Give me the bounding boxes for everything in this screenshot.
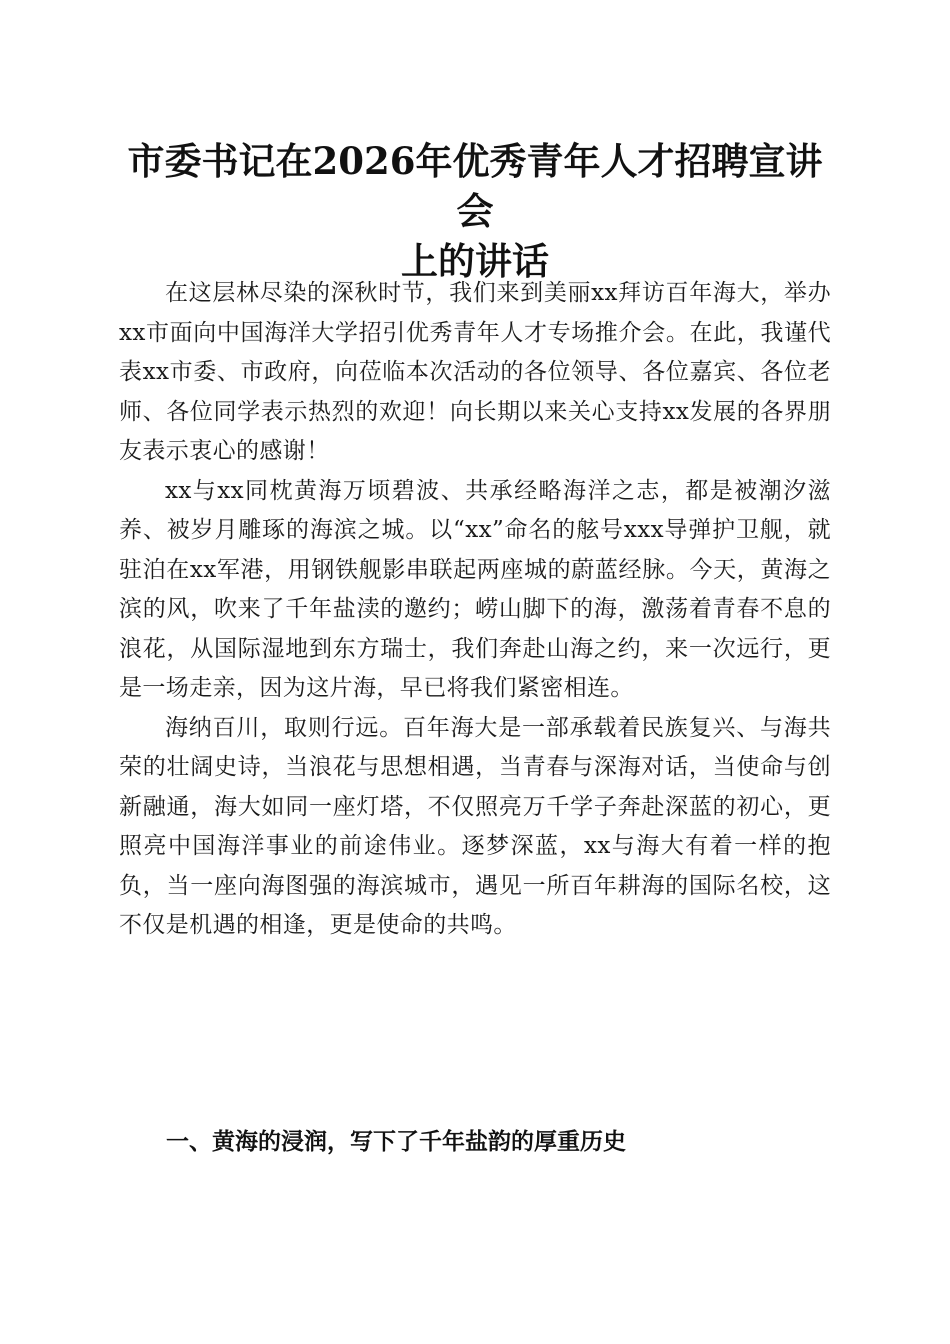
paragraph-2: xx与xx同枕黄海万顷碧波、共承经略海洋之志，都是被潮汐滋养、被岁月雕琢的海滨之城。以“xx”命名的舷号xxx导弹护卫舰，就驻泊在xx军港，用钢铁舰影串联起两座城的蔚蓝经脉。今天，黄海之滨的风，吹来了千年盐渎的邀约；崂山脚下的海，激荡着青春不息的浪花，从国际湿地到东方瑞士，我们奔赴山海之约，来一次远行，更是一场走亲，因为这片海，早已将我们紧密相连。 [119, 477, 831, 701]
title-line-2: 上的讲话 [401, 239, 549, 283]
title-line-1: 市委书记在2026年优秀青年人才招聘宣讲会 [127, 139, 823, 233]
paragraph-1: 在这层林尽染的深秋时节，我们来到美丽xx拜访百年海大，举办xx市面向中国海洋大学招引优秀青年人才专场推介会。在此，我谨代表xx市委、市政府，向莅临本次活动的各位领导、各位嘉宾、各位老师、各位同学表示热烈的欢迎！向长期以来关心支持xx发展的各界朋友表示衷心的感谢！ [119, 280, 831, 464]
paragraph-3: 海纳百川，取则行远。百年海大是一部承载着民族复兴、与海共荣的壮阔史诗，当浪花与思想相遇，当青春与深海对话，当使命与创新融通，海大如同一座灯塔，不仅照亮万千学子奔赴深蓝的初心，更照亮中国海洋事业的前途伟业。逐梦深蓝，xx与海大有着一样的抱负，当一座向海图强的海滨城市，遇见一所百年耕海的国际名校，这不仅是机遇的相逢，更是使命的共鸣。 [119, 714, 831, 938]
document-title [110, 136, 840, 286]
section-heading: 一、黄海的浸润，写下了千年盐韵的厚重历史 [166, 1129, 626, 1155]
document-body [119, 274, 831, 946]
